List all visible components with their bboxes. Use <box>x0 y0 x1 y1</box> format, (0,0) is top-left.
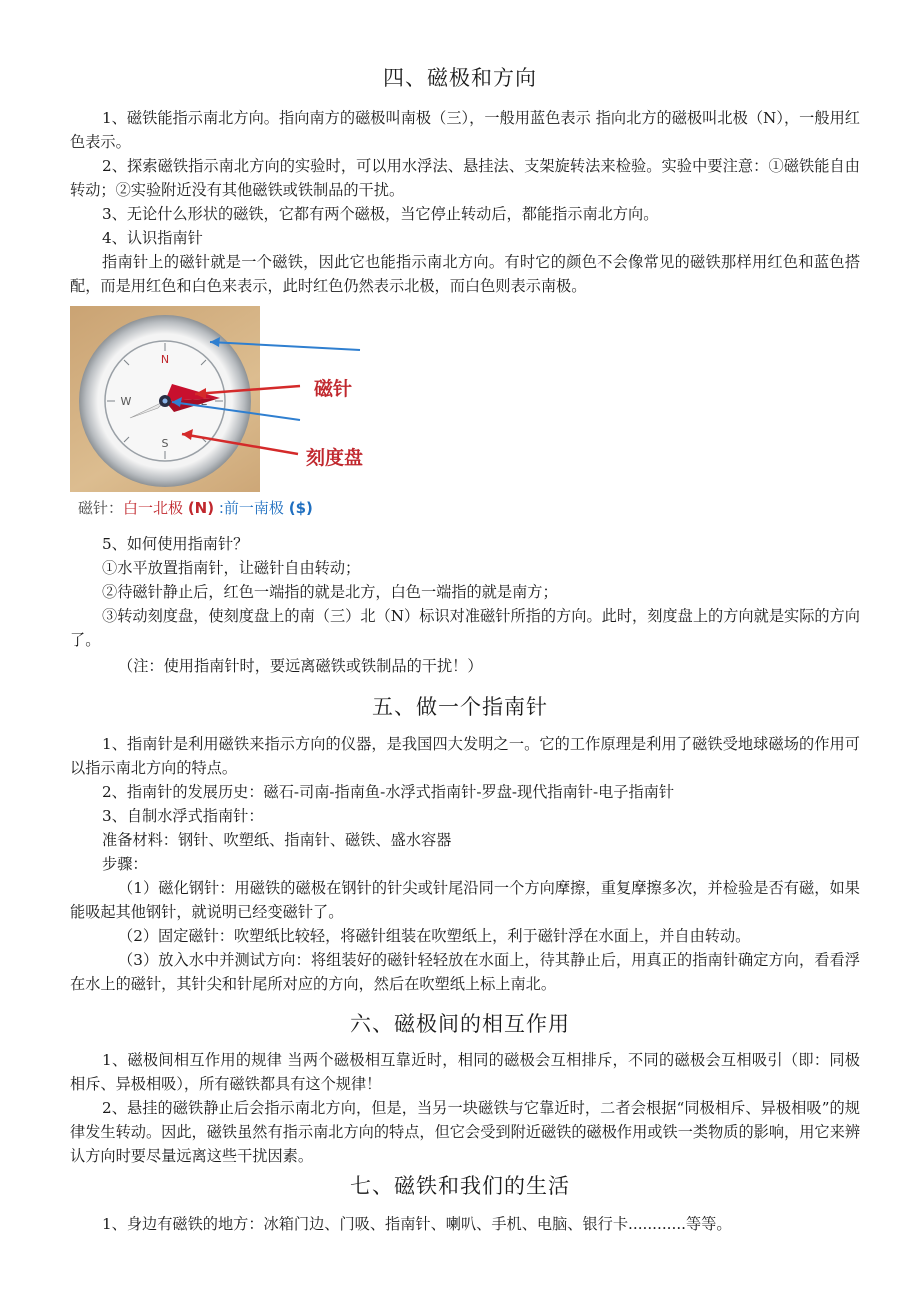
section-4-para-8: ②待磁针静止后，红色一端指的就是北方，白色一端指的就是南方； <box>102 583 558 601</box>
caption-separator: : <box>218 499 224 517</box>
label-magnetic-needle: 磁针 <box>314 378 353 400</box>
section-4-para-2: 2、探索磁铁指示南北方向的实验时，可以用水浮法、悬挂法、支架旋转法来检验。实验中要注意：①磁铁能自由转动；②实验附近没有其他磁铁或铁制品的干扰。 <box>70 157 860 199</box>
section-6-title: 六、磁极间的相互作用 <box>350 1012 570 1036</box>
section-5-para-1: 1、指南针是利用磁铁来指示方向的仪器，是我国四大发明之一。它的工作原理是利用了磁铁受地球磁场的作用可以指示南北方向的特点。 <box>70 735 860 777</box>
caption-white: 白一北极 <box>123 499 184 517</box>
section-4-para-4: 4、认识指南针 <box>102 229 203 247</box>
section-6-para-2: 2、悬挂的磁铁静止后会指示南北方向，但是，当另一块磁铁与它靠近时，二者会根据“同极相斥、异极相吸”的规律发生转动。因此，磁铁虽然有指示南北方向的特点，但它会受到附近磁铁的磁极作用或铁一类物质的影响，用它来辨认方向时要尽量远离这些干扰因素。 <box>70 1099 860 1165</box>
caption-white-code: (N) <box>187 499 215 517</box>
caption-prefix: 磁针： <box>78 499 124 517</box>
dial-letter-w: W <box>120 395 132 408</box>
section-5-step-2: （2）固定磁针：吹塑纸比较轻，将磁针组装在吹塑纸上，利于磁针浮在水面上，并自由转动。 <box>118 927 751 945</box>
caption-front-code: ($) <box>288 499 313 517</box>
section-7-title: 七、磁铁和我们的生活 <box>350 1174 570 1198</box>
dial-letter-s: S <box>161 437 169 450</box>
section-7-para-1: 1、身边有磁铁的地方：冰箱门边、门吸、指南针、喇叭、手机、电脑、银行卡............等等。 <box>102 1215 732 1233</box>
caption-front: 前一南极 <box>223 499 284 517</box>
label-dial: 刻度盘 <box>306 447 364 469</box>
section-5-materials: 准备材料：钢针、吹塑纸、指南针、磁铁、盛水容器 <box>102 831 452 849</box>
section-5-steps-label: 步骤： <box>102 855 148 873</box>
section-6-para-1: 1、磁极间相互作用的规律 当两个磁极相互靠近时，相同的磁极会互相排斥，不同的磁极会互相吸引（即：同极相斥、异极相吸），所有磁铁都具有这个规律！ <box>70 1051 860 1093</box>
section-4-para-3: 3、无论什么形状的磁铁，它都有两个磁极，当它停止转动后，都能指示南北方向。 <box>102 205 659 223</box>
section-4-note: （注：使用指南针时，要远离磁铁或铁制品的干扰！） <box>118 657 483 675</box>
section-4-para-6: 5、如何使用指南针？ <box>102 535 249 553</box>
compass-caption <box>78 497 313 519</box>
section-4-title: 四、磁极和方向 <box>383 66 537 90</box>
section-5-title: 五、做一个指南针 <box>372 695 548 719</box>
section-4-para-1: 1、磁铁能指示南北方向。指向南方的磁极叫南极（三），一般用蓝色表示 指向北方的磁极叫北极（N），一般用红色表示。 <box>70 109 860 151</box>
section-5-step-3: （3）放入水中并测试方向：将组装好的磁针轻轻放在水面上，待其静止后，用真正的指南针确定方向，看看浮在水上的磁针，其针尖和针尾所对应的方向，然后在吹塑纸上标上南北。 <box>70 951 860 993</box>
section-4-para-9: ③转动刻度盘，使刻度盘上的南（三）北（N）标识对准磁针所指的方向。此时，刻度盘上的方向就是实际的方向了。 <box>70 607 860 649</box>
compass-photo <box>70 306 372 492</box>
compass-illustration <box>70 306 372 492</box>
dial-letter-n: N <box>160 353 170 366</box>
section-5-step-1: （1）磁化钢针：用磁铁的磁极在钢针的针尖或针尾沿同一个方向摩擦，重复摩擦多次，并检验是否有磁，如果能吸起其他钢针，就说明已经变磁针了。 <box>70 879 860 921</box>
section-5-para-2: 2、指南针的发展历史：磁石-司南-指南鱼-水浮式指南针-罗盘-现代指南针-电子指南针 <box>102 783 675 801</box>
section-5-para-3: 3、自制水浮式指南针： <box>102 807 264 825</box>
section-4-para-7: ①水平放置指南针，让磁针自由转动； <box>102 559 361 577</box>
section-4-para-5: 指南针上的磁针就是一个磁铁，因此它也能指示南北方向。有时它的颜色不会像常见的磁铁那样用红色和蓝色搭配，而是用红色和白色来表示，此时红色仍然表示北极，而白色则表示南极。 <box>70 253 860 295</box>
